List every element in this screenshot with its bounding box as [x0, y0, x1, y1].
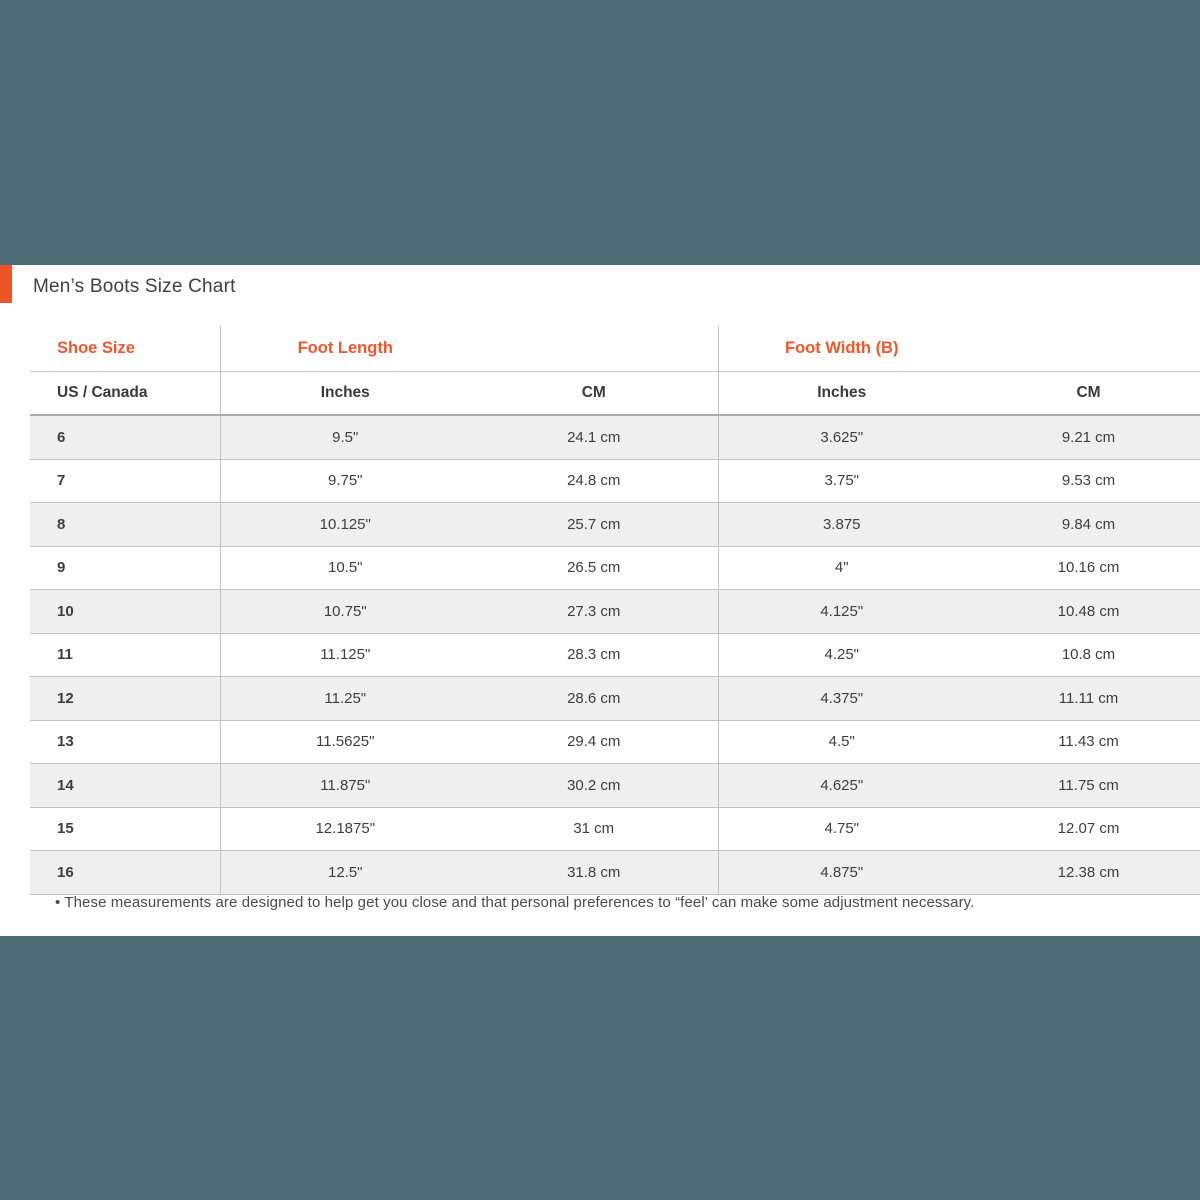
- cell-length-inches: 11.125": [220, 633, 470, 677]
- cell-width-inches: 3.875: [718, 503, 965, 547]
- sub-header-row: [30, 372, 1200, 416]
- cell-length-inches: 9.5": [220, 415, 470, 459]
- table-row: [30, 415, 1200, 459]
- cell-width-inches: 3.625": [718, 415, 965, 459]
- cell-width-inches: 4.75": [718, 807, 965, 851]
- cell-us-size: 10: [30, 590, 220, 634]
- cell-width-cm: 11.43 cm: [965, 720, 1200, 764]
- cell-length-cm: 29.4 cm: [470, 720, 718, 764]
- subheader-width-cm: CM: [965, 372, 1200, 416]
- cell-us-size: 15: [30, 807, 220, 851]
- cell-width-inches: 4.25": [718, 633, 965, 677]
- table-row: [30, 677, 1200, 721]
- subheader-us-canada: US / Canada: [30, 372, 220, 416]
- cell-us-size: 13: [30, 720, 220, 764]
- cell-length-inches: 10.5": [220, 546, 470, 590]
- cell-length-inches: 11.5625": [220, 720, 470, 764]
- subheader-length-inches: Inches: [220, 372, 470, 416]
- cell-length-cm: 24.8 cm: [470, 459, 718, 503]
- cell-length-cm: 31 cm: [470, 807, 718, 851]
- cell-width-inches: 4.125": [718, 590, 965, 634]
- cell-length-cm: 31.8 cm: [470, 851, 718, 895]
- cell-width-inches: 4.625": [718, 764, 965, 808]
- cell-width-cm: 12.38 cm: [965, 851, 1200, 895]
- cell-length-inches: 12.5": [220, 851, 470, 895]
- cell-length-inches: 11.25": [220, 677, 470, 721]
- cell-width-cm: 10.48 cm: [965, 590, 1200, 634]
- cell-width-cm: 9.84 cm: [965, 503, 1200, 547]
- subheader-width-inches: Inches: [718, 372, 965, 416]
- cell-width-inches: 3.75": [718, 459, 965, 503]
- size-table-body: [30, 415, 1200, 894]
- cell-length-inches: 10.125": [220, 503, 470, 547]
- cell-length-cm: 30.2 cm: [470, 764, 718, 808]
- table-row: [30, 764, 1200, 808]
- footnote: • These measurements are designed to help get you close and that personal preferences to “feel’ can make some adjustment necessary.: [55, 894, 975, 911]
- table-row: [30, 503, 1200, 547]
- cell-length-inches: 12.1875": [220, 807, 470, 851]
- column-group-spacer-1: [470, 326, 718, 372]
- cell-width-cm: 10.8 cm: [965, 633, 1200, 677]
- table-row: [30, 807, 1200, 851]
- cell-length-cm: 24.1 cm: [470, 415, 718, 459]
- size-chart-table: [30, 326, 1200, 895]
- cell-width-cm: 11.75 cm: [965, 764, 1200, 808]
- cell-length-inches: 9.75": [220, 459, 470, 503]
- cell-us-size: 11: [30, 633, 220, 677]
- table-row: [30, 633, 1200, 677]
- table-row: [30, 851, 1200, 895]
- cell-length-cm: 27.3 cm: [470, 590, 718, 634]
- column-group-foot-length: Foot Length: [220, 326, 470, 372]
- cell-us-size: 8: [30, 503, 220, 547]
- subheader-length-cm: CM: [470, 372, 718, 416]
- table-row: [30, 459, 1200, 503]
- accent-bar: [0, 265, 12, 303]
- cell-width-inches: 4": [718, 546, 965, 590]
- cell-length-cm: 26.5 cm: [470, 546, 718, 590]
- column-group-shoe-size: Shoe Size: [30, 326, 220, 372]
- cell-width-inches: 4.875": [718, 851, 965, 895]
- column-group-foot-width: Foot Width (B): [718, 326, 965, 372]
- column-group-spacer-2: [965, 326, 1200, 372]
- cell-width-cm: 12.07 cm: [965, 807, 1200, 851]
- cell-width-inches: 4.5": [718, 720, 965, 764]
- cell-length-inches: 11.875": [220, 764, 470, 808]
- cell-us-size: 12: [30, 677, 220, 721]
- cell-width-cm: 9.53 cm: [965, 459, 1200, 503]
- cell-width-inches: 4.375": [718, 677, 965, 721]
- page-title: Men’s Boots Size Chart: [33, 276, 236, 297]
- table-row: [30, 590, 1200, 634]
- cell-us-size: 7: [30, 459, 220, 503]
- cell-width-cm: 10.16 cm: [965, 546, 1200, 590]
- group-header-row: [30, 326, 1200, 372]
- cell-length-inches: 10.75": [220, 590, 470, 634]
- cell-length-cm: 28.6 cm: [470, 677, 718, 721]
- cell-us-size: 6: [30, 415, 220, 459]
- table-row: [30, 546, 1200, 590]
- cell-width-cm: 11.11 cm: [965, 677, 1200, 721]
- cell-us-size: 16: [30, 851, 220, 895]
- cell-length-cm: 25.7 cm: [470, 503, 718, 547]
- cell-length-cm: 28.3 cm: [470, 633, 718, 677]
- size-chart-panel: [0, 265, 1200, 936]
- cell-us-size: 9: [30, 546, 220, 590]
- cell-width-cm: 9.21 cm: [965, 415, 1200, 459]
- cell-us-size: 14: [30, 764, 220, 808]
- table-row: [30, 720, 1200, 764]
